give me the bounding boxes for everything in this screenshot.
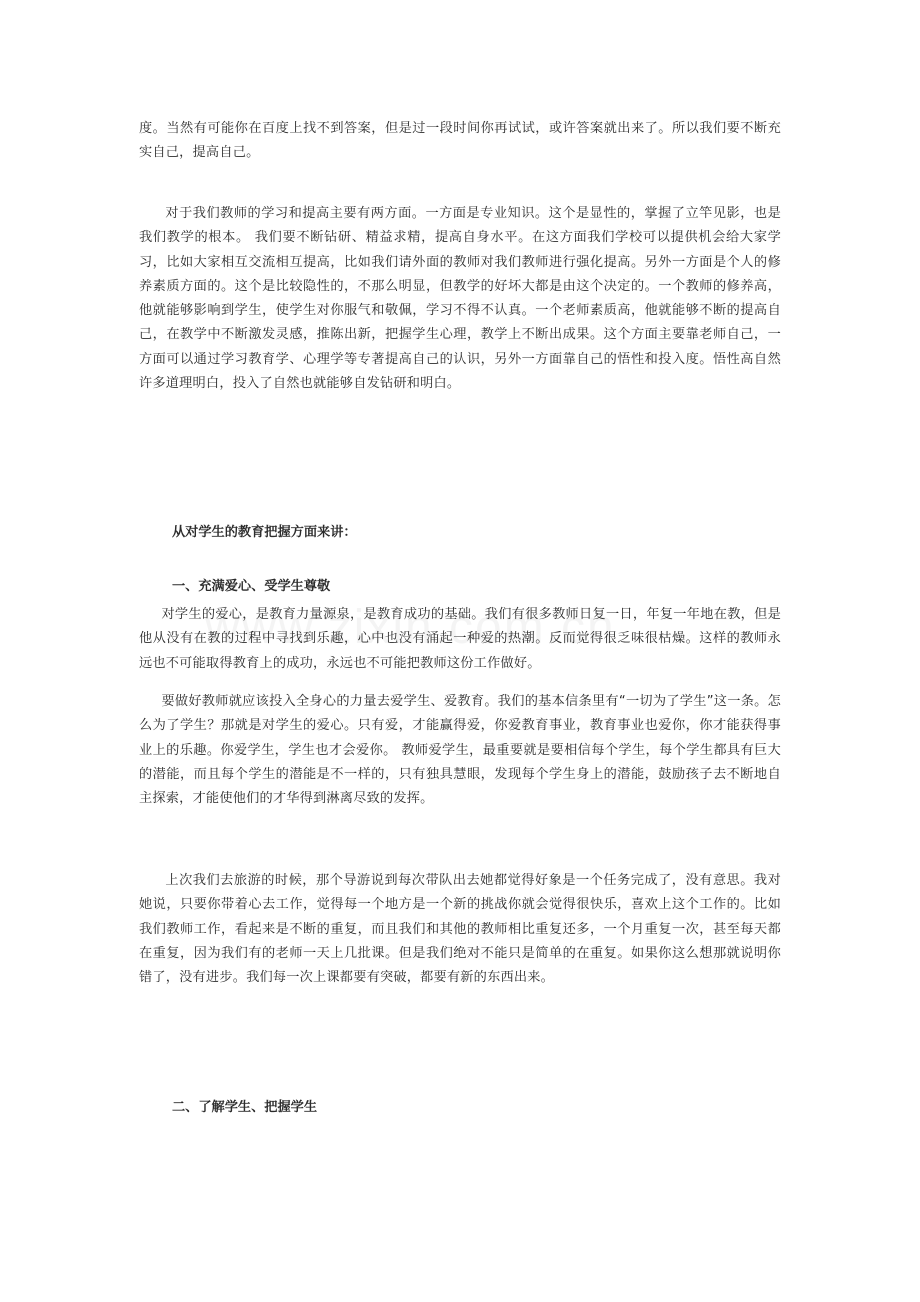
subheading-love: 一、充满爱心、受学生尊敬 bbox=[172, 579, 331, 594]
paragraph-teacher-learning: 对于我们教师的学习和提高主要有两方面。一方面是专业知识。这个是显性的，掌握了立竿见影，也是我们教学的根本。 我们要不断钻研、精益求精，提高自身水平。在这方面我们学校可以提供机会给大家学习，比如大家相互交流相互提高，比如我们请外面的教师对我们教师进行强化提高。另外一方面是个人的修养素质方面的。这个是比较隐性的，不那么明显，但教学的好坏大都是由这个决定的。一个教师的修养高，他就能够影响到学生，使学生对你服气和敬佩，学习不得不认真。一个老师素质高，他就能够不断的提高自己，在教学中不断激发灵感，推陈出新，把握学生心理，教学上不断出成果。这个方面主要靠老师自己，一方面可以通过学习教育学、心理学等专著提高自己的认识，另外一方面靠自己的悟性和投入度。悟性高自然许多道理明白，投入了自然也就能够自发钻研和明白。 bbox=[139, 206, 781, 392]
paragraph-love-students: 要做好教师就应该投入全身心的力量去爱学生、爱教育。我们的基本信条里有“一切为了学生”这一条。怎么为了学生？那就是对学生的爱心。只有爱，才能赢得爱，你爱教育事业，教育事业也爱你，你才能获得事业上的乐趣。你爱学生，学生也才会爱你。 教师爱学生，最重要就是要相信每个学生，每个学生都具有巨大的潜能，而且每个学生的潜能是不一样的，只有独具慧眼，发现每个学生身上的潜能，鼓励孩子去不断地自主探索，才能使他们的才华得到淋离尽致的发挥。 bbox=[139, 694, 781, 807]
section-heading: 从对学生的教育把握方面来讲： bbox=[172, 525, 357, 540]
paragraph-continuation: 度。当然有可能你在百度上找不到答案，但是过一段时间你再试试，或许答案就出来了。所以我们要不断充实自己，提高自己。 bbox=[139, 121, 781, 161]
subheading-understand: 二、了解学生、把握学生 bbox=[172, 1100, 318, 1115]
paragraph-tour-story: 上次我们去旅游的时候，那个导游说到每次带队出去她都觉得好象是一个任务完成了，没有意思。我对她说，只要你带着心去工作，觉得每一个地方是一个新的挑战你就会觉得很快乐，喜欢上这个工作的。比如我们教师工作，看起来是不断的重复，而且我们和其他的教师相比重复还多，一个月重复一次，甚至每天都在重复，因为我们有的老师一天上几批课。但是我们绝对不能只是简单的在重复。如果你这么想那就说明你错了，没有进步。我们每一次上课都要有突破，都要有新的东西出来。 bbox=[139, 873, 781, 986]
paragraph-love-source: 对学生的爱心，是教育力量源泉，是教育成功的基础。我们有很多教师日复一日，年复一年地在教，但是他从没有在教的过程中寻找到乐趣，心中也没有涌起一种爱的热潮。反而觉得很乏味很枯燥。这样的教师永远也不可能取得教育上的成功，永远也不可能把教师这份工作做好。 bbox=[139, 607, 781, 671]
